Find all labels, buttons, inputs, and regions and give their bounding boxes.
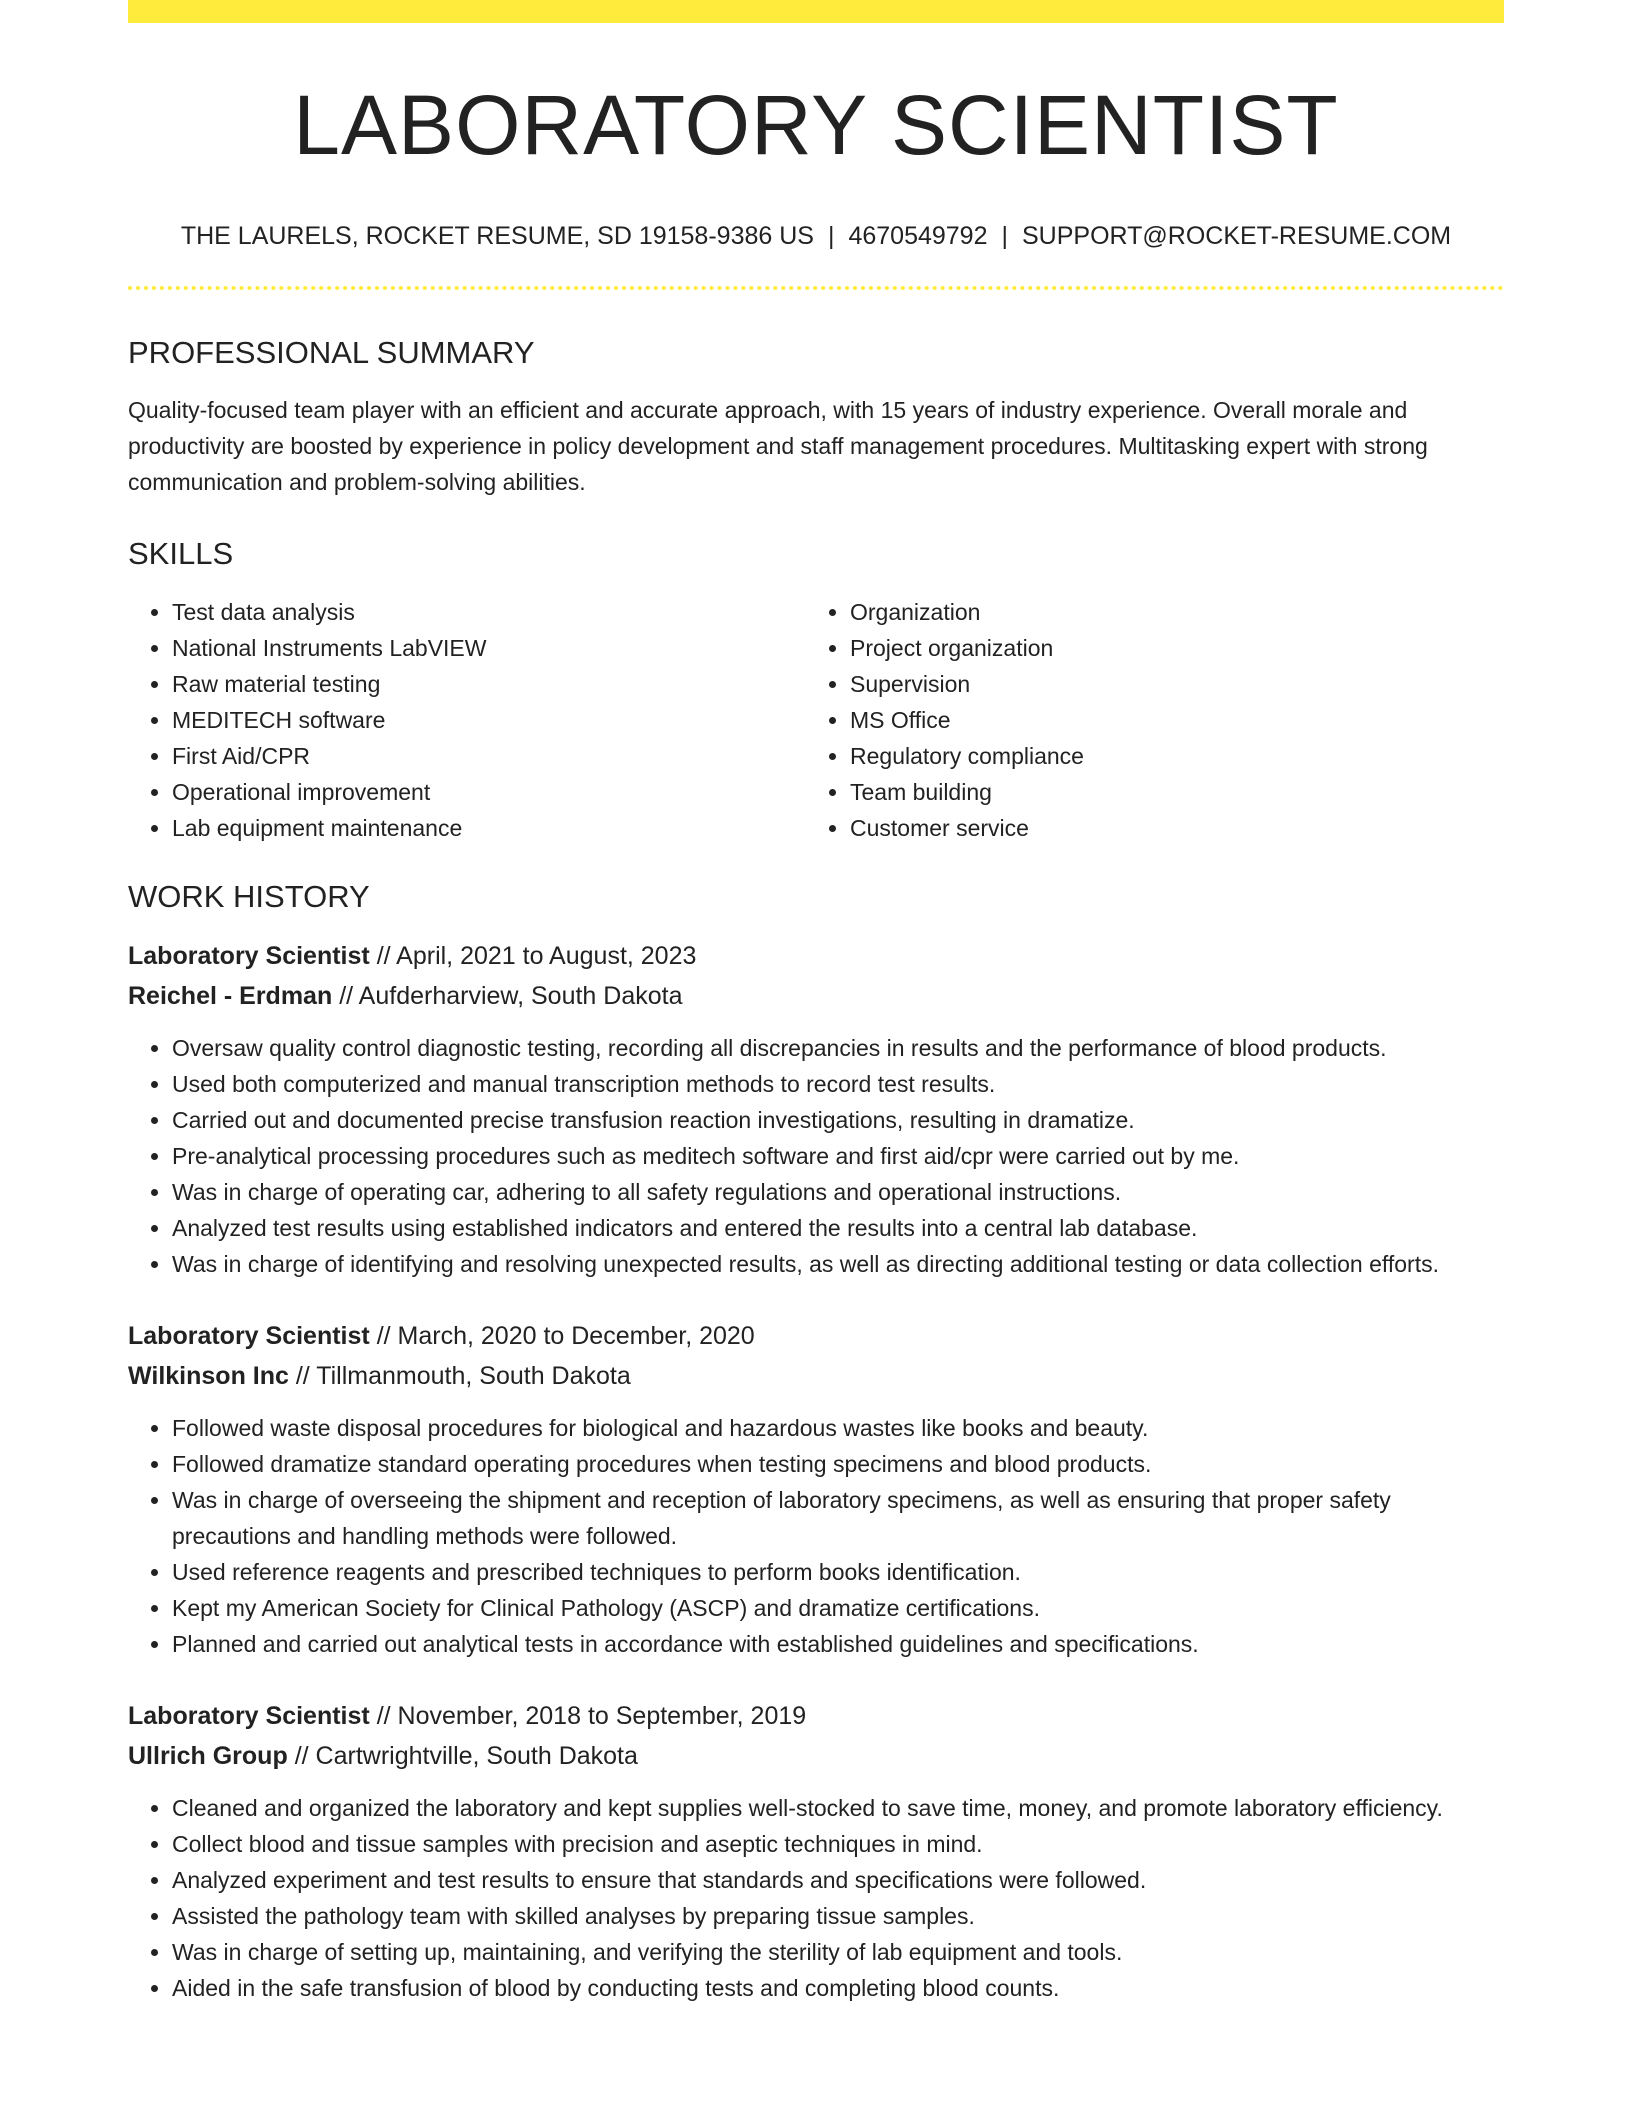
job-bullet: • Cleaned and organized the laboratory and kept supplies well-stocked to save time, money, and promote laboratory efficiency. — [172, 1790, 1504, 1826]
skill-item: • Organization — [850, 594, 1484, 630]
job-title: Laboratory Scientist — [128, 1702, 370, 1730]
skill-item: • MS Office — [850, 702, 1484, 738]
contact-email: SUPPORT@ROCKET-RESUME.COM — [1022, 222, 1452, 250]
job-bullet: • Assisted the pathology team with skilled analyses by preparing tissue samples. — [172, 1898, 1504, 1934]
skill-item: • National Instruments LabVIEW — [172, 630, 806, 666]
skills-heading: SKILLS — [128, 536, 234, 571]
skill-item: • First Aid/CPR — [172, 738, 806, 774]
job-title: Laboratory Scientist — [128, 942, 370, 970]
job-title-line — [128, 1316, 1504, 1356]
job-entry — [128, 1696, 1504, 2006]
job-bullet: • Followed waste disposal procedures for biological and hazardous wastes like books and beauty. — [172, 1410, 1504, 1446]
page-title: LABORATORY SCIENTIST — [293, 78, 1339, 172]
job-company-line — [128, 1736, 1504, 1776]
job-title-line — [128, 1696, 1504, 1736]
job-dates: March, 2020 to December, 2020 — [397, 1322, 755, 1350]
summary-text: Quality-focused team player with an efficient and accurate approach, with 15 years of industry experience. Overall morale and productivity are boosted by experience in policy development and staff management procedures. Multitasking expert with strong communication and problem-solving abilities. — [128, 397, 1428, 495]
job-bullet: • Was in charge of overseeing the shipment and reception of laboratory specimens, as well as ensuring that proper safety precautions and handling methods were followed. — [172, 1482, 1504, 1554]
job-company: Ullrich Group — [128, 1742, 288, 1770]
job-separator: // — [294, 1742, 309, 1770]
job-bullet: • Analyzed test results using established indicators and entered the results into a central lab database. — [172, 1210, 1504, 1246]
job-bullet: • Followed dramatize standard operating procedures when testing specimens and blood products. — [172, 1446, 1504, 1482]
skill-item: • Supervision — [850, 666, 1484, 702]
job-separator: // — [295, 1362, 310, 1390]
job-bullet: • Used both computerized and manual transcription methods to record test results. — [172, 1066, 1504, 1102]
skill-item: • Test data analysis — [172, 594, 806, 630]
skill-item: • Raw material testing — [172, 666, 806, 702]
job-bullets — [128, 1410, 1504, 1662]
job-bullet: • Pre-analytical processing procedures such as meditech software and first aid/cpr were carried out by me. — [172, 1138, 1504, 1174]
job-bullet: • Aided in the safe transfusion of blood by conducting tests and completing blood counts. — [172, 1970, 1504, 2006]
job-bullet: • Used reference reagents and prescribed techniques to perform books identification. — [172, 1554, 1504, 1590]
job-bullets — [128, 1030, 1504, 1282]
job-bullet: • Planned and carried out analytical tests in accordance with established guidelines and specifications. — [172, 1626, 1504, 1662]
job-separator: // — [376, 1702, 391, 1730]
contact-separator: | — [1001, 222, 1008, 250]
job-separator: // — [376, 942, 391, 970]
job-bullet: • Carried out and documented precise transfusion reaction investigations, resulting in dramatize. — [172, 1102, 1504, 1138]
job-company: Reichel - Erdman — [128, 982, 333, 1010]
skills-list — [128, 594, 1504, 846]
job-bullet: • Analyzed experiment and test results to ensure that standards and specifications were followed. — [172, 1862, 1504, 1898]
contact-separator: | — [827, 222, 835, 250]
resume-page — [128, 0, 1504, 2006]
job-dates: November, 2018 to September, 2019 — [397, 1702, 807, 1730]
job-bullet: • Was in charge of operating car, adhering to all safety regulations and operational instructions. — [172, 1174, 1504, 1210]
summary-heading: PROFESSIONAL SUMMARY — [128, 335, 535, 370]
job-title-line — [128, 936, 1504, 976]
contact-address: THE LAURELS, ROCKET RESUME, SD 19158-9386 US — [180, 222, 814, 250]
job-location: Cartwrightville, South Dakota — [315, 1742, 638, 1770]
job-entry — [128, 1316, 1504, 1662]
job-bullet: • Collect blood and tissue samples with precision and aseptic techniques in mind. — [172, 1826, 1504, 1862]
job-location: Tillmanmouth, South Dakota — [316, 1362, 631, 1390]
skills-column-right — [806, 594, 1484, 846]
job-bullet: • Oversaw quality control diagnostic testing, recording all discrepancies in results and the performance of blood products. — [172, 1030, 1504, 1066]
skill-item: • Customer service — [850, 810, 1484, 846]
contact-line — [128, 224, 1504, 249]
job-bullets — [128, 1790, 1504, 2006]
job-company-line — [128, 976, 1504, 1016]
skill-item: • Team building — [850, 774, 1484, 810]
job-title: Laboratory Scientist — [128, 1322, 370, 1350]
skills-column-left — [128, 594, 806, 846]
job-location: Aufderharview, South Dakota — [358, 982, 683, 1010]
skill-item: • Regulatory compliance — [850, 738, 1484, 774]
job-bullet: • Was in charge of setting up, maintaining, and verifying the sterility of lab equipment and tools. — [172, 1934, 1504, 1970]
contact-phone: 4670549792 — [848, 222, 988, 250]
job-bullet: • Was in charge of identifying and resolving unexpected results, as well as directing additional testing or data collection efforts. — [172, 1246, 1504, 1282]
job-entry — [128, 936, 1504, 1282]
job-separator: // — [339, 982, 354, 1010]
skill-item: • Lab equipment maintenance — [172, 810, 806, 846]
skill-item: • Operational improvement — [172, 774, 806, 810]
job-bullet: • Kept my American Society for Clinical Pathology (ASCP) and dramatize certifications. — [172, 1590, 1504, 1626]
skill-item: • MEDITECH software — [172, 702, 806, 738]
dotted-divider — [128, 286, 1504, 290]
work-history-heading: WORK HISTORY — [128, 879, 370, 914]
job-company-line — [128, 1356, 1504, 1396]
skill-item: • Project organization — [850, 630, 1484, 666]
job-separator: // — [376, 1322, 391, 1350]
job-dates: April, 2021 to August, 2023 — [396, 942, 697, 970]
job-company: Wilkinson Inc — [128, 1362, 289, 1390]
accent-bar — [128, 0, 1504, 23]
